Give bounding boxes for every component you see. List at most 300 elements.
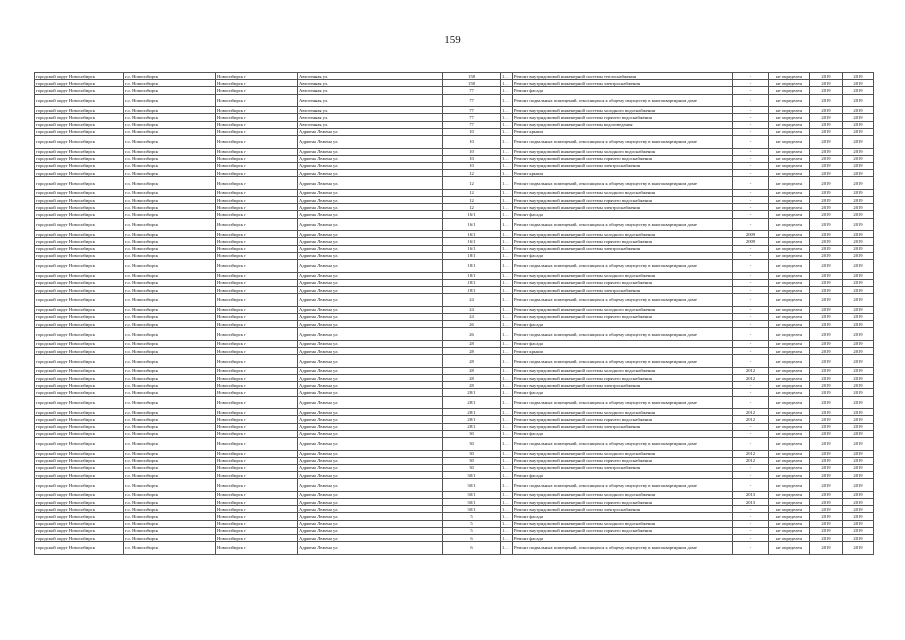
municipality-cell: городской округ Новосибирск <box>35 389 124 396</box>
district-cell: г.о. Новосибирск <box>124 416 216 423</box>
last-repair-year-cell: - <box>733 534 769 541</box>
cost-note-cell: не определен <box>769 472 810 479</box>
work-type-cell: Ремонт внутридомовой инженерной системы электроснабжения <box>513 245 733 252</box>
table-row <box>35 218 874 231</box>
street-cell: Адриена Лежена ул. <box>298 218 443 231</box>
house-number-cell: 12 <box>443 177 501 190</box>
last-repair-year-cell: - <box>733 437 769 450</box>
plan-start-cell: 2019 <box>810 479 843 492</box>
municipality-cell: городской округ Новосибирск <box>35 128 124 135</box>
plan-end-cell: 2019 <box>843 135 874 148</box>
last-repair-year-cell: - <box>733 396 769 409</box>
house-number-cell: 77 <box>443 87 501 94</box>
work-type-cell: Ремонт внутридомовой инженерной системы горячего водоснабжения <box>513 155 733 162</box>
plan-start-cell: 2019 <box>810 367 843 374</box>
house-number-cell: 158 <box>443 80 501 87</box>
cost-note-cell: не определен <box>769 189 810 196</box>
district-cell: г.о. Новосибирск <box>124 450 216 457</box>
plan-end-cell: 2019 <box>843 321 874 328</box>
table-row <box>35 520 874 527</box>
work-type-cell: Ремонт внутридомовой инженерной системы горячего водоснабжения <box>513 114 733 121</box>
cost-note-cell: не определен <box>769 396 810 409</box>
settlement-cell: Новосибирск г <box>216 367 298 374</box>
last-repair-year-cell: - <box>733 155 769 162</box>
municipality-cell: городской округ Новосибирск <box>35 382 124 389</box>
cost-note-cell: не определен <box>769 211 810 218</box>
district-cell: г.о. Новосибирск <box>124 527 216 534</box>
last-repair-year-cell: - <box>733 73 769 80</box>
build-year-cell: 1961 <box>502 73 512 79</box>
district-cell: г.о. Новосибирск <box>124 87 216 94</box>
plan-start-cell: 2019 <box>810 135 843 148</box>
municipality-cell: городской округ Новосибирск <box>35 286 124 293</box>
work-type-cell: Ремонт внутридомовой инженерной системы электроснабжения <box>513 80 733 87</box>
municipality-cell: городской округ Новосибирск <box>35 148 124 155</box>
settlement-cell: Новосибирск г <box>216 107 298 114</box>
district-cell: г.о. Новосибирск <box>124 177 216 190</box>
street-cell: Адриена Лежена ул. <box>298 155 443 162</box>
district-cell: г.о. Новосибирск <box>124 321 216 328</box>
settlement-cell: Новосибирск г <box>216 348 298 355</box>
build-year-cell: 1966 <box>502 465 512 471</box>
settlement-cell: Новосибирск г <box>216 272 298 279</box>
plan-start-cell: 2019 <box>810 527 843 534</box>
table-row <box>35 491 874 498</box>
plan-end-cell: 2019 <box>843 286 874 293</box>
cost-note-cell: не определен <box>769 389 810 396</box>
work-type-cell: Ремонт внутридомовой инженерной системы холодного водоснабжения <box>513 409 733 416</box>
table-row <box>35 396 874 409</box>
district-cell: г.о. Новосибирск <box>124 189 216 196</box>
settlement-cell: Новосибирск г <box>216 450 298 457</box>
settlement-cell: Новосибирск г <box>216 211 298 218</box>
work-type-cell: Ремонт крыши <box>513 348 733 355</box>
municipality-cell: городской округ Новосибирск <box>35 520 124 527</box>
table-row <box>35 534 874 541</box>
municipality-cell: городской округ Новосибирск <box>35 340 124 347</box>
plan-start-cell: 2019 <box>810 306 843 313</box>
last-repair-year-cell: - <box>733 128 769 135</box>
work-type-cell: Ремонт внутридомовой инженерной системы водоотведения <box>513 121 733 128</box>
plan-end-cell: 2019 <box>843 121 874 128</box>
build-year-cell: 1971 <box>502 129 512 135</box>
table-row <box>35 437 874 450</box>
district-cell: г.о. Новосибирск <box>124 396 216 409</box>
district-cell: г.о. Новосибирск <box>124 294 216 307</box>
plan-start-cell: 2019 <box>810 450 843 457</box>
cost-note-cell: не определен <box>769 423 810 430</box>
house-number-cell: 10 <box>443 128 501 135</box>
build-year-cell: 1974 <box>502 514 512 519</box>
street-cell: Адриена Лежена ул. <box>298 148 443 155</box>
last-repair-year-cell: 2013 <box>733 499 769 506</box>
plan-end-cell: 2019 <box>843 437 874 450</box>
table-row <box>35 416 874 423</box>
build-year-cell: 1969 <box>501 259 513 272</box>
work-type-cell: Ремонт внутридомовой инженерной системы горячего водоснабжения <box>513 197 733 204</box>
plan-start-cell: 2019 <box>810 279 843 286</box>
street-cell: Адриена Лежена ул. <box>298 389 443 396</box>
district-cell: г.о. Новосибирск <box>124 382 216 389</box>
settlement-cell: Новосибирск г <box>216 189 298 196</box>
street-cell: Адриена Лежена ул. <box>298 286 443 293</box>
work-type-cell: Ремонт фасада <box>513 389 733 396</box>
district-cell: г.о. Новосибирск <box>124 218 216 231</box>
table-row <box>35 155 874 162</box>
street-cell: Адриена Лежена ул. <box>298 464 443 471</box>
table-row <box>35 527 874 534</box>
plan-end-cell: 2019 <box>843 457 874 464</box>
build-year-cell: 1968 <box>502 314 512 320</box>
municipality-cell: городской округ Новосибирск <box>35 355 124 368</box>
house-number-cell: 12 <box>443 204 501 211</box>
street-cell: Адриена Лежена ул. <box>298 306 443 313</box>
street-cell: Адриена Лежена ул. <box>298 252 443 259</box>
table-row <box>35 306 874 313</box>
build-year-cell: 1966 <box>502 424 512 430</box>
build-year-cell: 1969 <box>501 177 513 190</box>
cost-note-cell: не определен <box>769 409 810 416</box>
work-type-cell: Ремонт фасада <box>513 87 733 94</box>
cost-note-cell: не определен <box>769 367 810 374</box>
street-cell: Адриена Лежена ул. <box>298 348 443 355</box>
cost-note-cell: не определен <box>769 348 810 355</box>
plan-end-cell: 2019 <box>843 114 874 121</box>
cost-note-cell: не определен <box>769 294 810 307</box>
house-number-cell: 16/1 <box>443 211 501 218</box>
settlement-cell: Новосибирск г <box>216 87 298 94</box>
house-number-cell: 10 <box>443 155 501 162</box>
table-row <box>35 294 874 307</box>
municipality-cell: городской округ Новосибирск <box>35 204 124 211</box>
work-type-cell: Ремонт внутридомовой инженерной системы электроснабжения <box>513 506 733 513</box>
work-type-cell: Ремонт внутридомовой инженерной системы горячего водоснабжения <box>513 313 733 320</box>
plan-end-cell: 2019 <box>843 416 874 423</box>
build-year-cell: 1968 <box>502 492 512 498</box>
cost-note-cell: не определен <box>769 245 810 252</box>
settlement-cell: Новосибирск г <box>216 416 298 423</box>
plan-start-cell: 2019 <box>810 423 843 430</box>
settlement-cell: Новосибирск г <box>216 430 298 437</box>
work-type-cell: Ремонт внутридомовой инженерной системы теплоснабжения <box>513 73 733 80</box>
municipality-cell: городской округ Новосибирск <box>35 437 124 450</box>
district-cell: г.о. Новосибирск <box>124 506 216 513</box>
plan-start-cell: 2019 <box>810 162 843 169</box>
street-cell: Адриена Лежена ул. <box>298 506 443 513</box>
cost-note-cell: не определен <box>769 321 810 328</box>
table-row <box>35 135 874 148</box>
work-type-cell: Ремонт крыши <box>513 170 733 177</box>
settlement-cell: Новосибирск г <box>216 464 298 471</box>
work-type-cell: Ремонт фасада <box>513 430 733 437</box>
street-cell: Адриена Лежена ул. <box>298 313 443 320</box>
plan-start-cell: 2019 <box>810 437 843 450</box>
settlement-cell: Новосибирск г <box>216 375 298 382</box>
last-repair-year-cell: - <box>733 252 769 259</box>
build-year-cell: 1966 <box>502 431 512 437</box>
municipality-cell: городской округ Новосибирск <box>35 294 124 307</box>
plan-start-cell: 2019 <box>810 348 843 355</box>
settlement-cell: Новосибирск г <box>216 94 298 107</box>
cost-note-cell: не определен <box>769 506 810 513</box>
settlement-cell: Новосибирск г <box>216 479 298 492</box>
work-type-cell: Ремонт подвальных помещений, относящихся к общему имуществу в многоквартирном доме <box>513 94 733 107</box>
last-repair-year-cell: - <box>733 107 769 114</box>
cost-note-cell: не определен <box>769 272 810 279</box>
cost-note-cell: не определен <box>769 513 810 520</box>
build-year-cell: 1968 <box>502 307 512 313</box>
district-cell: г.о. Новосибирск <box>124 211 216 218</box>
house-number-cell: 28 <box>443 375 501 382</box>
table-row <box>35 340 874 347</box>
plan-end-cell: 2019 <box>843 245 874 252</box>
plan-start-cell: 2019 <box>810 313 843 320</box>
last-repair-year-cell: - <box>733 245 769 252</box>
cost-note-cell: не определен <box>769 204 810 211</box>
street-cell: Адриена Лежена ул. <box>298 294 443 307</box>
plan-start-cell: 2019 <box>810 121 843 128</box>
cost-note-cell: не определен <box>769 73 810 80</box>
street-cell: Автогенная ул. <box>298 94 443 107</box>
plan-start-cell: 2019 <box>810 114 843 121</box>
plan-end-cell: 2019 <box>843 430 874 437</box>
cost-note-cell: не определен <box>769 231 810 238</box>
work-type-cell: Ремонт подвальных помещений, относящихся к общему имуществу в многоквартирном доме <box>513 218 733 231</box>
build-year-cell: 1966 <box>502 389 512 395</box>
house-number-cell: 6 <box>443 542 501 555</box>
table-row <box>35 259 874 272</box>
municipality-cell: городской округ Новосибирск <box>35 321 124 328</box>
work-type-cell: Ремонт фасада <box>513 252 733 259</box>
street-cell: Адриена Лежена ул. <box>298 367 443 374</box>
settlement-cell: Новосибирск г <box>216 423 298 430</box>
settlement-cell: Новосибирск г <box>216 527 298 534</box>
table-row <box>35 279 874 286</box>
district-cell: г.о. Новосибирск <box>124 94 216 107</box>
street-cell: Адриена Лежена ул. <box>298 416 443 423</box>
district-cell: г.о. Новосибирск <box>124 306 216 313</box>
street-cell: Адриена Лежена ул. <box>298 520 443 527</box>
table-row <box>35 382 874 389</box>
district-cell: г.о. Новосибирск <box>124 437 216 450</box>
house-number-cell: 12 <box>443 189 501 196</box>
house-number-cell: 24 <box>443 306 501 313</box>
street-cell: Адриена Лежена ул. <box>298 321 443 328</box>
work-type-cell: Ремонт подвальных помещений, относящихся к общему имуществу в многоквартирном доме <box>513 135 733 148</box>
last-repair-year-cell: - <box>733 170 769 177</box>
last-repair-year-cell: - <box>733 464 769 471</box>
plan-end-cell: 2019 <box>843 423 874 430</box>
street-cell: Адриена Лежена ул. <box>298 409 443 416</box>
house-number-cell: 26 <box>443 321 501 328</box>
last-repair-year-cell: - <box>733 313 769 320</box>
build-year-cell: 1968 <box>501 355 513 368</box>
build-year-cell: 1967 <box>501 542 513 555</box>
municipality-cell: городской округ Новосибирск <box>35 170 124 177</box>
cost-note-cell: не определен <box>769 80 810 87</box>
build-year-cell: 1967 <box>502 535 512 541</box>
work-type-cell: Ремонт внутридомовой инженерной системы электроснабжения <box>513 162 733 169</box>
municipality-cell: городской округ Новосибирск <box>35 231 124 238</box>
district-cell: г.о. Новосибирск <box>124 135 216 148</box>
house-number-cell: 30 <box>443 450 501 457</box>
municipality-cell: городской округ Новосибирск <box>35 313 124 320</box>
municipality-cell: городской округ Новосибирск <box>35 94 124 107</box>
municipality-cell: городской округ Новосибирск <box>35 506 124 513</box>
table-row <box>35 457 874 464</box>
street-cell: Адриена Лежена ул. <box>298 423 443 430</box>
house-number-cell: 77 <box>443 114 501 121</box>
work-type-cell: Ремонт внутридомовой инженерной системы электроснабжения <box>513 204 733 211</box>
last-repair-year-cell: - <box>733 520 769 527</box>
plan-start-cell: 2019 <box>810 382 843 389</box>
table-row <box>35 313 874 320</box>
cost-note-cell: не определен <box>769 450 810 457</box>
house-number-cell: 26 <box>443 328 501 341</box>
house-number-cell: 5 <box>443 520 501 527</box>
settlement-cell: Новосибирск г <box>216 231 298 238</box>
build-year-cell: 1967 <box>502 321 512 327</box>
table-row <box>35 204 874 211</box>
plan-start-cell: 2019 <box>810 189 843 196</box>
street-cell: Адриена Лежена ул. <box>298 128 443 135</box>
district-cell: г.о. Новосибирск <box>124 170 216 177</box>
cost-note-cell: не определен <box>769 259 810 272</box>
plan-end-cell: 2019 <box>843 506 874 513</box>
settlement-cell: Новосибирск г <box>216 520 298 527</box>
municipality-cell: городской округ Новосибирск <box>35 457 124 464</box>
plan-start-cell: 2019 <box>810 107 843 114</box>
district-cell: г.о. Новосибирск <box>124 279 216 286</box>
house-number-cell: 28 <box>443 340 501 347</box>
table-row <box>35 94 874 107</box>
house-number-cell: 77 <box>443 121 501 128</box>
table-row <box>35 464 874 471</box>
municipality-cell: городской округ Новосибирск <box>35 73 124 80</box>
cost-note-cell: не определен <box>769 252 810 259</box>
district-cell: г.о. Новосибирск <box>124 499 216 506</box>
plan-start-cell: 2019 <box>810 211 843 218</box>
settlement-cell: Новосибирск г <box>216 542 298 555</box>
plan-end-cell: 2019 <box>843 450 874 457</box>
last-repair-year-cell: - <box>733 121 769 128</box>
district-cell: г.о. Новосибирск <box>124 457 216 464</box>
municipality-cell: городской округ Новосибирск <box>35 464 124 471</box>
settlement-cell: Новосибирск г <box>216 238 298 245</box>
cost-note-cell: не определен <box>769 238 810 245</box>
plan-end-cell: 2019 <box>843 107 874 114</box>
house-number-cell: 28 <box>443 382 501 389</box>
plan-start-cell: 2019 <box>810 506 843 513</box>
municipality-cell: городской округ Новосибирск <box>35 155 124 162</box>
street-cell: Адриена Лежена ул. <box>298 259 443 272</box>
build-year-cell: 1966 <box>501 437 513 450</box>
settlement-cell: Новосибирск г <box>216 252 298 259</box>
plan-start-cell: 2019 <box>810 170 843 177</box>
plan-start-cell: 2019 <box>810 148 843 155</box>
plan-end-cell: 2019 <box>843 272 874 279</box>
cost-note-cell: не определен <box>769 375 810 382</box>
settlement-cell: Новосибирск г <box>216 121 298 128</box>
plan-start-cell: 2019 <box>810 457 843 464</box>
table-row <box>35 231 874 238</box>
plan-end-cell: 2019 <box>843 513 874 520</box>
settlement-cell: Новосибирск г <box>216 204 298 211</box>
last-repair-year-cell: - <box>733 382 769 389</box>
build-year-cell: 1968 <box>502 375 512 381</box>
last-repair-year-cell: - <box>733 321 769 328</box>
house-number-cell: 30 <box>443 437 501 450</box>
build-year-cell: 1968 <box>501 479 513 492</box>
municipality-cell: городской округ Новосибирск <box>35 328 124 341</box>
settlement-cell: Новосибирск г <box>216 162 298 169</box>
street-cell: Адриена Лежена ул. <box>298 170 443 177</box>
build-year-cell: 1967 <box>502 246 512 252</box>
plan-end-cell: 2019 <box>843 252 874 259</box>
house-number-cell: 6 <box>443 534 501 541</box>
last-repair-year-cell: - <box>733 479 769 492</box>
house-number-cell: 28/1 <box>443 409 501 416</box>
work-type-cell: Ремонт внутридомовой инженерной системы горячего водоснабжения <box>513 457 733 464</box>
street-cell: Адриена Лежена ул. <box>298 430 443 437</box>
table-body <box>35 73 874 555</box>
plan-start-cell: 2019 <box>810 542 843 555</box>
last-repair-year-cell: 2012 <box>733 375 769 382</box>
street-cell: Автогенная ул. <box>298 73 443 80</box>
last-repair-year-cell: - <box>733 211 769 218</box>
work-type-cell: Ремонт внутридомовой инженерной системы холодного водоснабжения <box>513 148 733 155</box>
plan-end-cell: 2019 <box>843 87 874 94</box>
table-row <box>35 375 874 382</box>
last-repair-year-cell: - <box>733 542 769 555</box>
plan-end-cell: 2019 <box>843 348 874 355</box>
table-row <box>35 409 874 416</box>
municipality-cell: городской округ Новосибирск <box>35 527 124 534</box>
street-cell: Адриена Лежена ул. <box>298 162 443 169</box>
table-row <box>35 321 874 328</box>
settlement-cell: Новосибирск г <box>216 155 298 162</box>
district-cell: г.о. Новосибирск <box>124 328 216 341</box>
house-number-cell: 10 <box>443 135 501 148</box>
house-number-cell: 18/1 <box>443 279 501 286</box>
district-cell: г.о. Новосибирск <box>124 375 216 382</box>
cost-note-cell: не определен <box>769 491 810 498</box>
table-row <box>35 211 874 218</box>
settlement-cell: Новосибирск г <box>216 506 298 513</box>
cost-note-cell: не определен <box>769 121 810 128</box>
plan-end-cell: 2019 <box>843 189 874 196</box>
plan-start-cell: 2019 <box>810 430 843 437</box>
settlement-cell: Новосибирск г <box>216 321 298 328</box>
last-repair-year-cell: - <box>733 389 769 396</box>
build-year-cell: 1969 <box>502 280 512 286</box>
table-row <box>35 286 874 293</box>
street-cell: Автогенная ул. <box>298 121 443 128</box>
street-cell: Адриена Лежена ул. <box>298 534 443 541</box>
district-cell: г.о. Новосибирск <box>124 464 216 471</box>
plan-start-cell: 2019 <box>810 177 843 190</box>
district-cell: г.о. Новосибирск <box>124 245 216 252</box>
plan-start-cell: 2019 <box>810 340 843 347</box>
repair-schedule-table <box>34 72 874 555</box>
house-number-cell: 28 <box>443 367 501 374</box>
municipality-cell: городской округ Новосибирск <box>35 396 124 409</box>
work-type-cell: Ремонт внутридомовой инженерной системы горячего водоснабжения <box>513 416 733 423</box>
table-row <box>35 328 874 341</box>
house-number-cell: 24 <box>443 313 501 320</box>
municipality-cell: городской округ Новосибирск <box>35 416 124 423</box>
cost-note-cell: не определен <box>769 128 810 135</box>
